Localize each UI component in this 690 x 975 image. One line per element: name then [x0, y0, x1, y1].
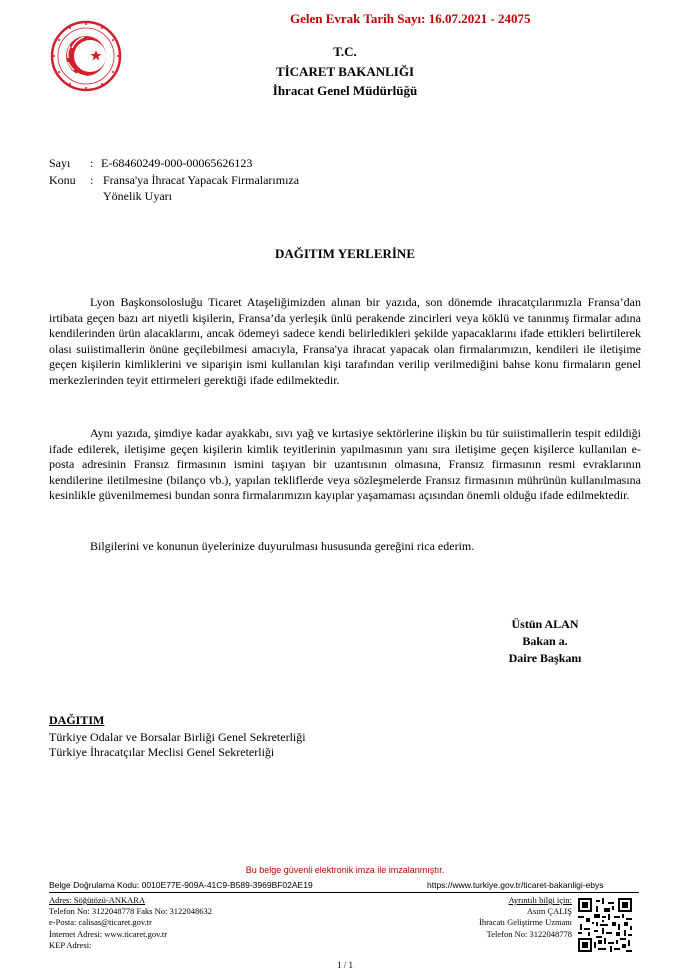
info-phone: Telefon No: 3122048778 — [486, 928, 572, 939]
sayi-label: Sayı — [49, 156, 71, 170]
body-paragraph-2: Aynı yazıda, şimdiye kadar ayakkabı, sıvı yağ ve kırtasiye sektörlerine ilişkin bu tür suiistimallerin tespit edildiği ifade edilerek, iletişime geçen kişilerin kimlik teyitlerinin yapılmasının yanı sıra iletişime geçen kişilerce kullanılan e-posta adresinin Fransız firmasının ismini taşıyan bir uzantısının olmasına, Fransız firmasının resmi evraklarının kendilerine iletilmesine (bilanço vb.), yapılan tekliflerde veya sözleşmelerde Fransız firmasının mührünün kullanılmasına kesinlikle güvenilmemesi bundan sonra firmalarımızın kayıplar yaşamaması açısından önemli olduğu ifade edilmektedir. — [49, 426, 641, 502]
distribution-heading: DAĞITIM YERLERİNE — [274, 246, 415, 261]
signatory-title: Bakan a. — [522, 634, 568, 648]
konu-colon: : — [90, 173, 94, 187]
email-line: e-Posta: calisas@ticaret.gov.tr — [49, 917, 152, 928]
header-ministry: TİCARET BAKANLIĞI — [275, 64, 415, 79]
konu-value-line2: Yönelik Uyarı — [103, 189, 172, 203]
header-tc: T.C. — [333, 44, 357, 59]
verification-code: Belge Doğrulama Kodu: 0010E77E-909A-41C9-B589-3969BF02AE19 — [49, 880, 313, 890]
info-name: Asım ÇALIŞ — [526, 906, 572, 917]
body-paragraph-3: Bilgilerini ve konunun üyelerinize duyurulması hususunda gereğini rica ederim. — [90, 539, 475, 553]
esignature-note: Bu belge güvenli elektronik imza ile imzalanmıştır. — [245, 865, 445, 875]
address-line: Adres: Söğütözü-ANKARA — [49, 895, 146, 905]
recipient-1: Türkiye Odalar ve Borsalar Birliği Genel Sekreterliği — [49, 730, 306, 744]
info-title: İhracatı Geliştirme Uzmanı — [479, 917, 572, 928]
qr-code-icon — [578, 898, 632, 952]
distribution-list-heading: DAĞITIM — [49, 713, 105, 727]
konu-label: Konu — [49, 173, 76, 187]
signatory-name: Üstün ALAN — [511, 617, 579, 631]
incoming-document-stamp: Gelen Evrak Tarih Sayı: 16.07.2021 - 24075 — [290, 11, 531, 26]
recipient-2: Türkiye İhracatçılar Meclisi Genel Sekreterliği — [49, 745, 275, 759]
website-line: İnternet Adresi: www.ticaret.gov.tr — [49, 928, 168, 939]
footer-address-block — [49, 895, 212, 951]
info-heading: Ayrıntılı bilgi için: — [508, 895, 572, 905]
verification-url[interactable]: https://www.turkiye.gov.tr/ticaret-bakanligi-ebys — [427, 880, 604, 890]
sayi-colon: : — [90, 156, 94, 170]
phone-line: Telefon No: 3122048778 Faks No: 3122048632 — [49, 906, 213, 917]
konu-value-line1: Fransa'ya İhracat Yapacak Firmalarımıza — [103, 173, 300, 187]
footer-contact-block — [440, 895, 572, 940]
footer-divider — [49, 892, 639, 893]
signatory-role: Daire Başkanı — [508, 651, 582, 665]
header-department: İhracat Genel Müdürlüğü — [272, 83, 418, 98]
sayi-value: E-68460249-000-00065626123 — [101, 156, 253, 170]
page-number: 1 / 1 — [336, 960, 353, 970]
kep-line: KEP Adresi: — [49, 939, 92, 950]
body-paragraph-1: Lyon Başkonsolosluğu Ticaret Ataşeliğimizden alınan bir yazıda, son dönemde ihracatçılarımızla Fransa’dan irtibata geçen bazı art niyetli kişilerin, Fransa’da yerleşik ünlü perakende zincirleri veya köklü ve tanınmış firmalar adına kendilerinden ürün alacaklarını, ancak ödemeyi sadece kendi belirledikleri şekilde yapacaklarını ifade ettikleri belirtilerek olası suiistimallerin önüne geçilebilmesi amacıyla, Fransa'ya ihracat yapacak olan firmalarımızın, kendileri ile iletişime geçen kişilerin kimliklerini ve siparişin ismi kullanılan kişi tarafından verilip verilmediğini bahse konu firmaların genel merkezlerinden teyit ettirmeleri gerektiği ifade edilmektedir. — [49, 295, 641, 387]
